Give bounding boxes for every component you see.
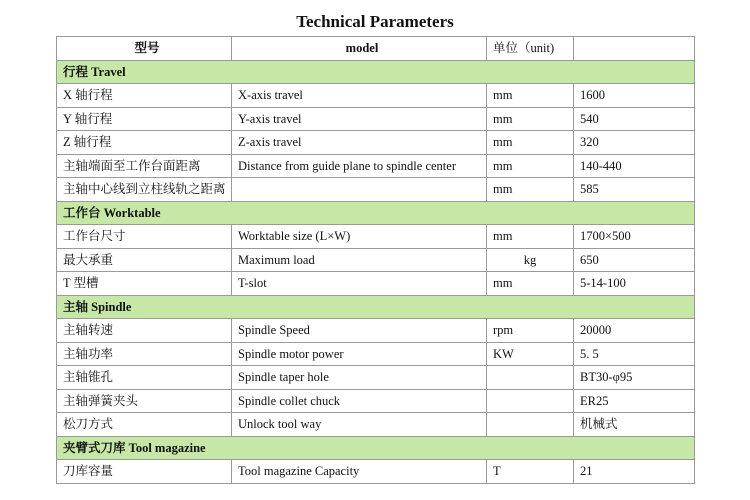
- section-row-travel: [57, 60, 695, 84]
- param-name-cn: 主轴锥孔: [57, 366, 232, 390]
- table-row: [57, 107, 695, 131]
- param-unit: [487, 413, 574, 437]
- param-name-en: Spindle motor power: [232, 342, 487, 366]
- param-name-cn: Y 轴行程: [57, 107, 232, 131]
- param-name-en: Z-axis travel: [232, 131, 487, 155]
- section-label: 主轴 Spindle: [57, 295, 695, 319]
- param-name-en: X-axis travel: [232, 84, 487, 108]
- section-row-spindle: [57, 295, 695, 319]
- param-value: 585: [574, 178, 695, 202]
- param-unit: mm: [487, 272, 574, 296]
- table-row: [57, 366, 695, 390]
- section-row-worktable: [57, 201, 695, 225]
- param-name-cn: 松刀方式: [57, 413, 232, 437]
- param-unit: [487, 389, 574, 413]
- header-cell-model: model: [232, 37, 487, 61]
- param-value: 1600: [574, 84, 695, 108]
- table-row: [57, 389, 695, 413]
- header-cell-type: 型号: [57, 37, 232, 61]
- param-name-cn: 工作台尺寸: [57, 225, 232, 249]
- header-cell-value: [574, 37, 695, 61]
- param-value: 机械式: [574, 413, 695, 437]
- param-name-cn: X 轴行程: [57, 84, 232, 108]
- param-name-en: Distance from guide plane to spindle center: [232, 154, 487, 178]
- param-name-en: Maximum load: [232, 248, 487, 272]
- header-cell-unit: 单位（unit): [487, 37, 574, 61]
- param-name-cn: T 型槽: [57, 272, 232, 296]
- param-name-cn: 主轴功率: [57, 342, 232, 366]
- param-value: 540: [574, 107, 695, 131]
- param-value: 20000: [574, 319, 695, 343]
- param-name-en: T-slot: [232, 272, 487, 296]
- table-row: [57, 272, 695, 296]
- table-row: [57, 178, 695, 202]
- table-row: [57, 319, 695, 343]
- param-unit: mm: [487, 107, 574, 131]
- technical-parameters-table: [56, 36, 695, 484]
- param-unit: mm: [487, 225, 574, 249]
- page-title: Technical Parameters: [296, 12, 454, 31]
- table-row: [57, 225, 695, 249]
- table-row: [57, 154, 695, 178]
- param-value: 320: [574, 131, 695, 155]
- param-unit: mm: [487, 84, 574, 108]
- param-name-cn: 刀库容量: [57, 460, 232, 484]
- section-label: 工作台 Worktable: [57, 201, 695, 225]
- table-row: [57, 248, 695, 272]
- param-value: 21: [574, 460, 695, 484]
- table-row: [57, 460, 695, 484]
- param-name-cn: 主轴中心线到立柱线轨之距离: [57, 178, 232, 202]
- param-name-en: Unlock tool way: [232, 413, 487, 437]
- param-name-cn: 主轴转速: [57, 319, 232, 343]
- param-value: 1700×500: [574, 225, 695, 249]
- param-unit: mm: [487, 154, 574, 178]
- table-row: [57, 84, 695, 108]
- param-name-en: Spindle Speed: [232, 319, 487, 343]
- table-row: [57, 342, 695, 366]
- param-value: 5. 5: [574, 342, 695, 366]
- param-name-en: Tool magazine Capacity: [232, 460, 487, 484]
- param-value: BT30-φ95: [574, 366, 695, 390]
- param-name-cn: 主轴端面至工作台面距离: [57, 154, 232, 178]
- table-header-row: [57, 37, 695, 61]
- param-unit: [487, 366, 574, 390]
- section-label: 夹臂式刀库 Tool magazine: [57, 436, 695, 460]
- param-name-en: Spindle collet chuck: [232, 389, 487, 413]
- param-name-en: Spindle taper hole: [232, 366, 487, 390]
- section-label: 行程 Travel: [57, 60, 695, 84]
- param-unit: KW: [487, 342, 574, 366]
- table-row: [57, 131, 695, 155]
- param-unit: mm: [487, 178, 574, 202]
- param-value: 140-440: [574, 154, 695, 178]
- param-name-en: [232, 178, 487, 202]
- param-value: 5-14-100: [574, 272, 695, 296]
- param-value: 650: [574, 248, 695, 272]
- param-name-cn: 最大承重: [57, 248, 232, 272]
- param-unit: T: [487, 460, 574, 484]
- param-unit: rpm: [487, 319, 574, 343]
- param-unit: mm: [487, 131, 574, 155]
- param-unit: kg: [487, 248, 574, 272]
- param-name-cn: Z 轴行程: [57, 131, 232, 155]
- section-row-tool-magazine: [57, 436, 695, 460]
- param-name-en: Y-axis travel: [232, 107, 487, 131]
- table-row: [57, 413, 695, 437]
- param-value: ER25: [574, 389, 695, 413]
- param-name-cn: 主轴弹簧夹头: [57, 389, 232, 413]
- param-name-en: Worktable size (L×W): [232, 225, 487, 249]
